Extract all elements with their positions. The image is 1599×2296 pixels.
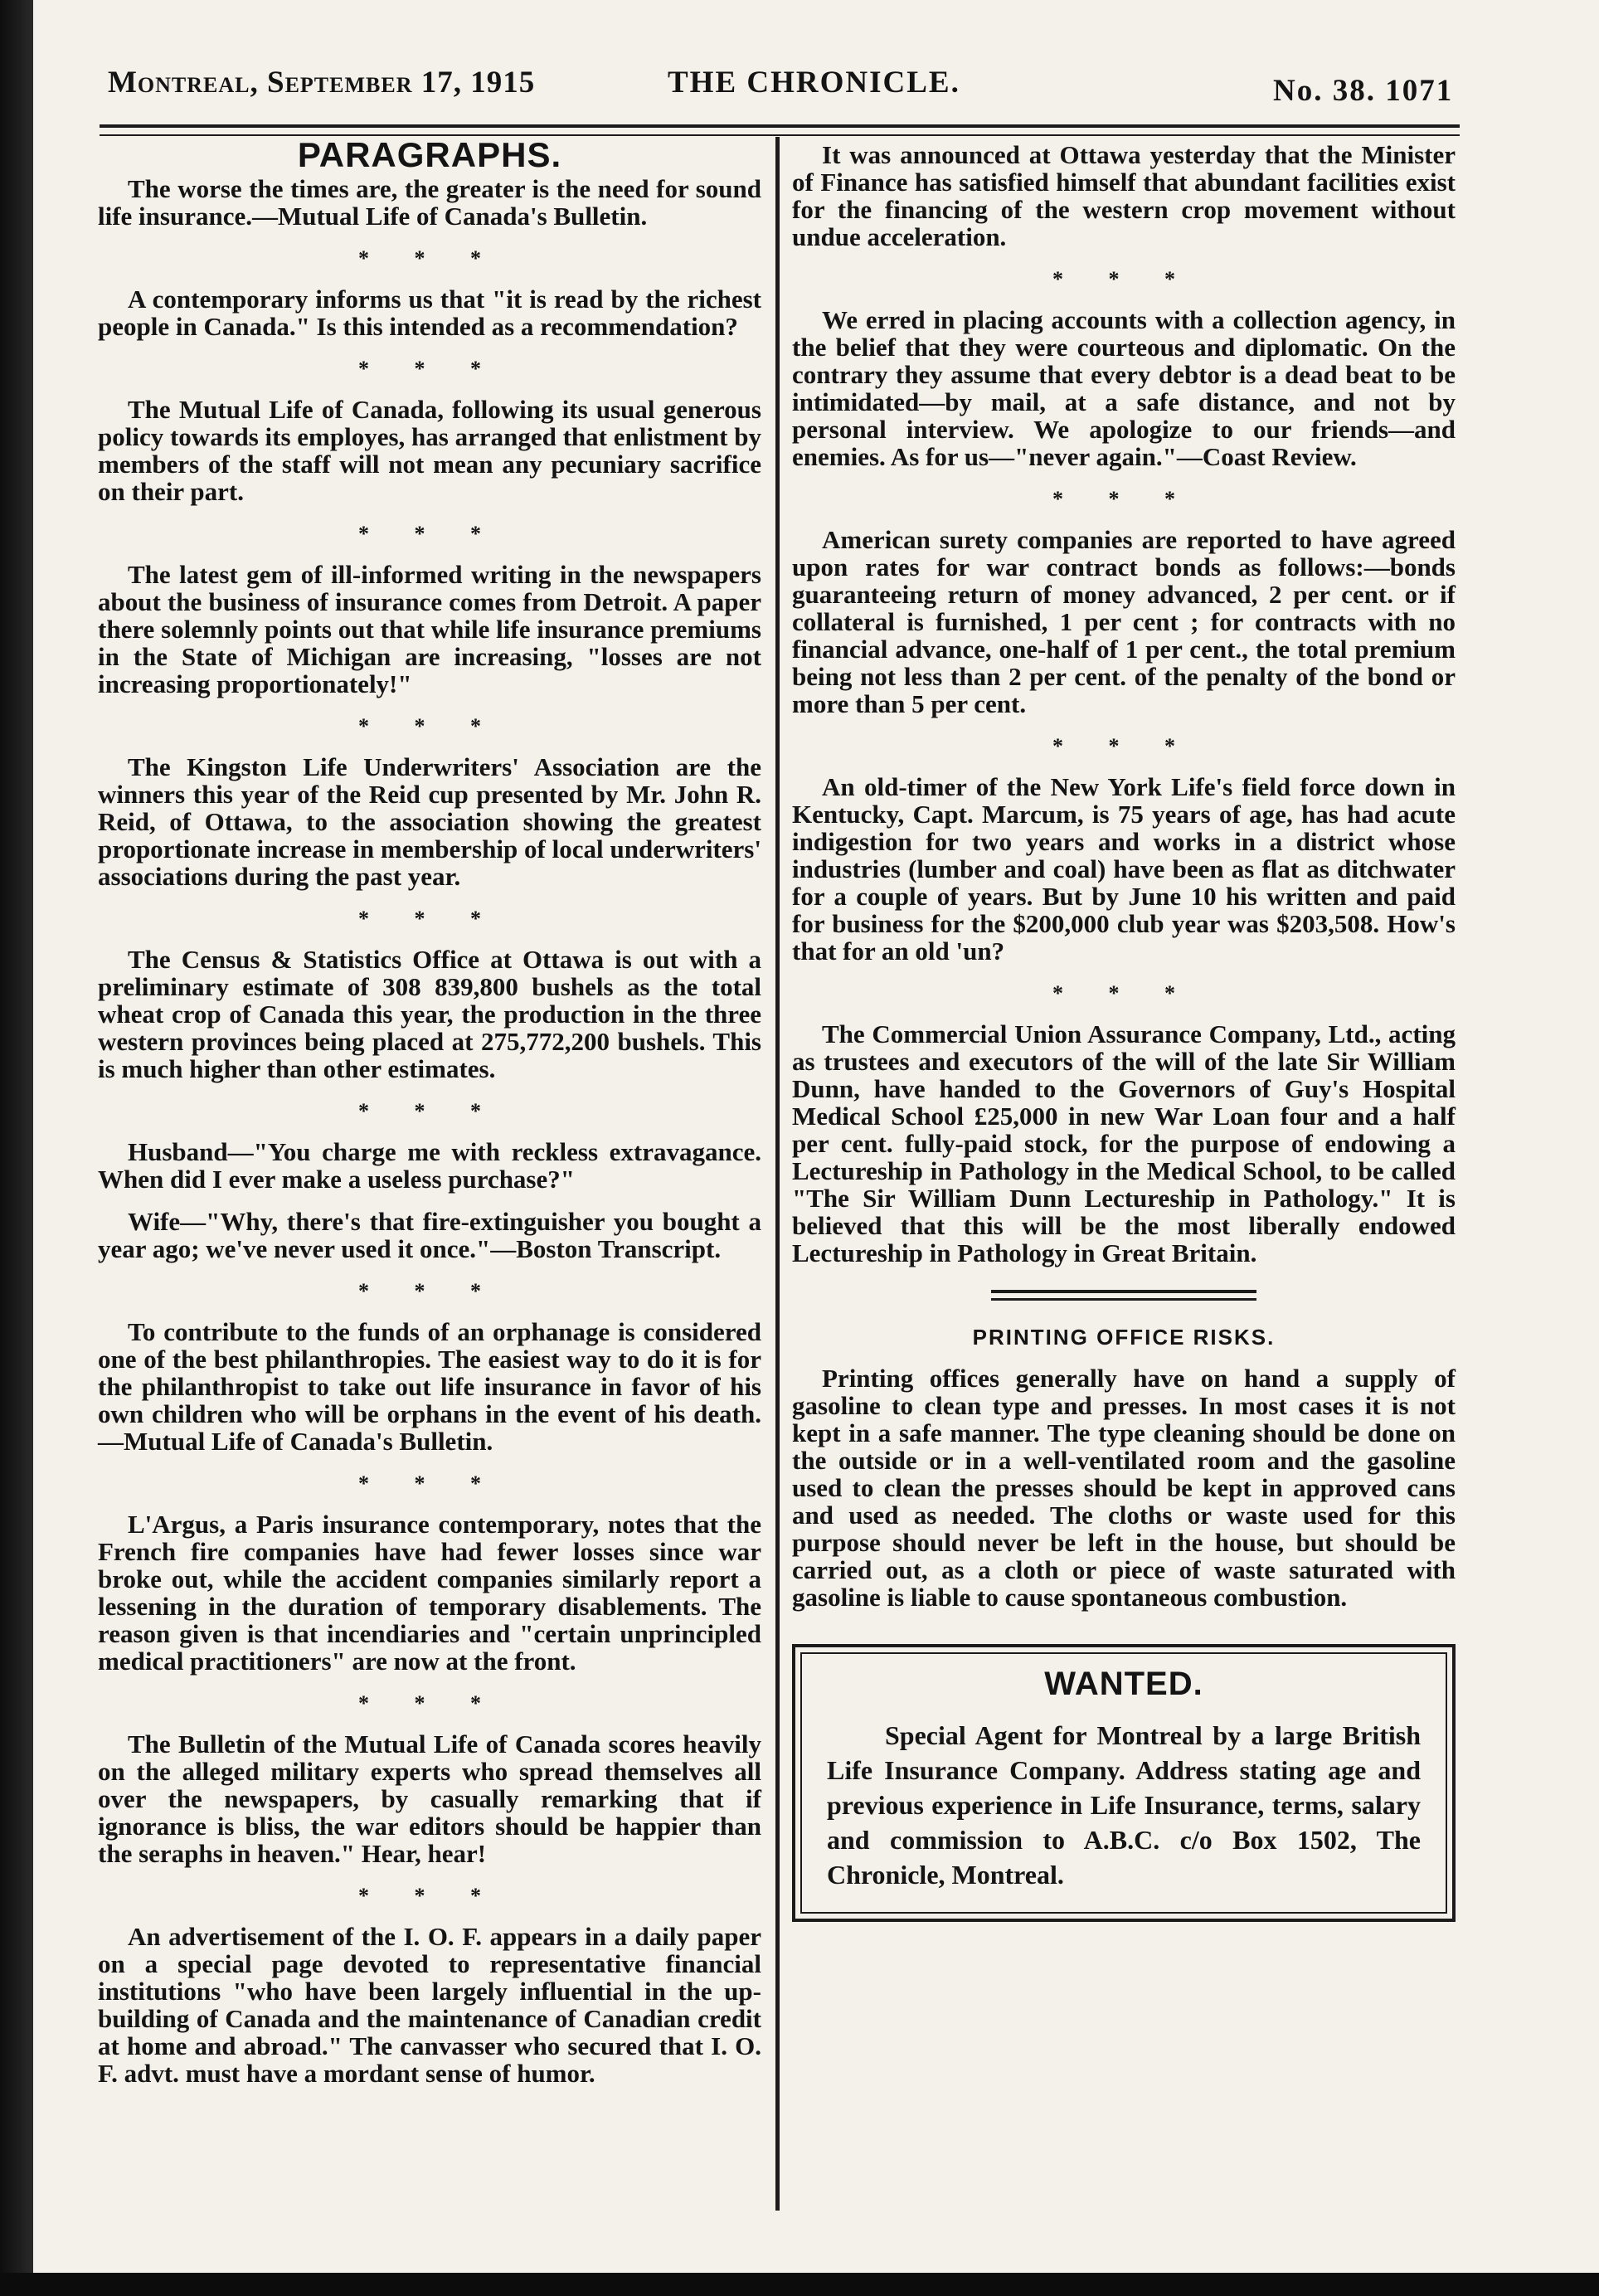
paragraph: The Commercial Union Assurance Company, Ltd., acting as trustees and executors of the will of the late Sir William Dunn, have handed to the Governors of Guy's Hospital Medical School £25,000 in new War Loan four and a half per cent. fully-paid stock, for the purpose of endowing a Lectureship in Pathology in the Medical School, to be called "The Sir William Dunn Lectureship in Pathology." It is believed that this will be the most liberally endowed Lectureship in Pathology in Great Britain.: [792, 1019, 1456, 1267]
separator: * * *: [358, 1279, 501, 1303]
wanted-inner-border: [800, 1652, 1447, 1914]
separator: * * *: [358, 357, 501, 381]
paragraph: The Census & Statistics Office at Ottawa is out with a preliminary estimate of 308 839,800 bushels as the total wheat crop of Canada this year, the production in the three western provinces being placed at 275,772,200 bushels. This is much higher than other estimates.: [98, 945, 761, 1083]
header-issue-page: No. 38. 1071: [1273, 74, 1454, 108]
separator: * * *: [1052, 981, 1195, 1005]
header-dateline: Montreal, September 17, 1915: [108, 66, 536, 100]
left-column: [98, 135, 761, 2102]
separator: * * *: [358, 714, 501, 738]
separator: * * *: [1052, 734, 1195, 758]
section-rule: [991, 1290, 1256, 1301]
header-rule: [100, 124, 1460, 136]
separator: * * *: [1052, 487, 1195, 511]
paragraph: Wife—"Why, there's that fire-extinguisher you bought a year ago; we've never used it once."—Boston Transcript.: [98, 1207, 761, 1263]
separator: * * *: [358, 1691, 501, 1715]
page-header: [70, 58, 1472, 108]
wanted-advertisement: [792, 1644, 1456, 1922]
separator: * * *: [358, 1099, 501, 1123]
paragraph: We erred in placing accounts with a collection agency, in the belief that they were courteous and diplomatic. On the contrary they assume that every debtor is a dead beat to be intimidated—by mail, at a safe distance, and not by personal interview. We apologize to our friends—and enemies. As for us—"never again."—Coast Review.: [792, 305, 1456, 471]
separator: * * *: [358, 246, 501, 270]
printing-office-risks-text: Printing offices generally have on hand a supply of gasoline to clean type and presses. In most cases it is not kept in a safe manner. The type cleaning should be done on the outside or in a well-ventilated room and the gasoline used to clean the presses should be kept in approved cans and used as needed. The cloths or waste used for this purpose should never be left in the house, but should be carried out, as a cloth or piece of waste saturated with gasoline is liable to cause spontaneous combustion.: [792, 1364, 1456, 1612]
paragraph: American surety companies are reported to have agreed upon rates for war contract bonds as follows:—bonds guaranteeing return of money advanced, 2 per cent. or if collateral is furnished, 1 per cent ; for contracts with no financial advance, one-half of 1 per cent., the total premium being not less than 2 per cent. of the penalty of the bond or more than 5 per cent.: [792, 525, 1456, 718]
paragraph: Husband—"You charge me with reckless extravagance. When did I ever make a useless purchase?": [98, 1137, 761, 1194]
page-bottom-edge: [0, 2273, 1599, 2296]
paragraph: To contribute to the funds of an orphanage is considered one of the best philanthropies. The easiest way to do it is for the philanthropist to take out life insurance in favor of his own children who will be orphans in the event of his death.—Mutual Life of Canada's Bulletin.: [98, 1317, 761, 1456]
separator: * * *: [358, 522, 501, 546]
paragraph: L'Argus, a Paris insurance contemporary, notes that the French fire companies have had fewer losses since war broke out, while the accident companies similarly report a lessening in the duration of temporary disablements. The reason given is that incendiaries and "certain unprincipled medical practitioners" are now at the front.: [98, 1510, 761, 1676]
separator: * * *: [358, 907, 501, 931]
paragraph: The latest gem of ill-informed writing in the newspapers about the business of insurance comes from Detroit. A paper there solemnly points out that while life insurance premiums in the State of Michigan are increasing, "losses are not increasing proportionately!": [98, 560, 761, 698]
column-divider: [775, 137, 780, 2211]
paragraph: An advertisement of the I. O. F. appears in a daily paper on a special page devoted to representative financial institutions "who have been largely influential in the up-building of Canada and the maintenance of Canadian credit at home and abroad." The canvasser who secured that I. O. F. advt. must have a mordant sense of humor.: [98, 1922, 761, 2088]
paragraph: The Bulletin of the Mutual Life of Canada scores heavily on the alleged military experts who spread themselves all over the newspapers, by casually remarking that if ignorance is bliss, the war editors should be happier than the seraphs in heaven." Hear, hear!: [98, 1729, 761, 1868]
paragraph: The Kingston Life Underwriters' Association are the winners this year of the Reid cup presented by Mr. John R. Reid, of Ottawa, to the association showing the greatest proportionate increase in membership of local underwriters' associations during the past year.: [98, 752, 761, 891]
printing-office-risks-title: PRINTING OFFICE RISKS.: [972, 1325, 1276, 1350]
wanted-text: Special Agent for Montreal by a large British Life Insurance Company. Address stating age and previous experience in Life Insurance, terms, salary and commission to A.B.C. c/o Box 1502, The Chronicle, Montreal.: [827, 1720, 1421, 1890]
right-column: [792, 141, 1456, 1922]
wanted-title: WANTED.: [1044, 1666, 1203, 1702]
separator: * * *: [358, 1884, 501, 1908]
paragraph: The worse the times are, the greater is the need for sound life insurance.—Mutual Life of Canada's Bulletin.: [98, 174, 761, 231]
paragraph: An old-timer of the New York Life's field force down in Kentucky, Capt. Marcum, is 75 years of age, has had acute indigestion for two years and works in a district whose industries (lumber and coal) have been as flat as ditchwater for a couple of years. But by June 10 his written and paid for business for the $200,000 club year was $203,508. How's that for an old 'un?: [792, 772, 1456, 966]
section-title: PARAGRAPHS.: [297, 135, 562, 174]
header-publication-title: THE CHRONICLE.: [668, 66, 960, 100]
separator: * * *: [358, 1471, 501, 1496]
separator: * * *: [1052, 267, 1195, 291]
paragraph: The Mutual Life of Canada, following its usual generous policy towards its employes, has arranged that enlistment by members of the staff will not mean any pecuniary sacrifice on their part.: [98, 395, 761, 506]
paragraph: A contemporary informs us that "it is read by the richest people in Canada." Is this intended as a recommendation?: [98, 285, 761, 341]
paragraph: It was announced at Ottawa yesterday that the Minister of Finance has satisfied himself that abundant facilities exist for the financing of the western crop movement without undue acceleration.: [792, 140, 1456, 251]
